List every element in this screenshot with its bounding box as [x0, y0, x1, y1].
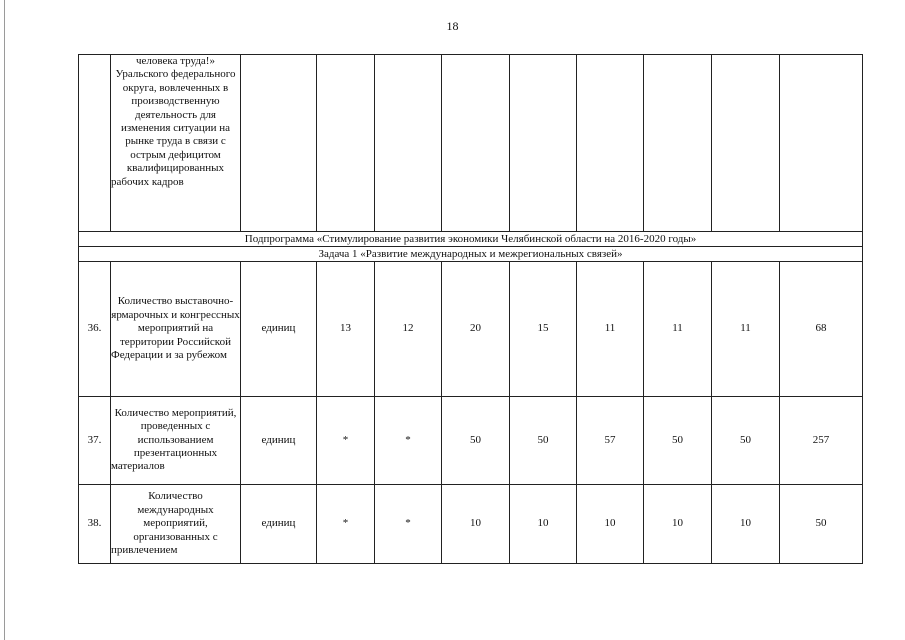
- indicator-name-cell: Количество мероприятий, проведенных с использованием презентационных материалов: [111, 396, 241, 484]
- unit-cell: единиц: [241, 262, 317, 396]
- row-number-cell: [79, 55, 111, 232]
- value-cell: 20: [442, 262, 510, 396]
- indicators-table: [78, 54, 863, 564]
- value-cell: 50: [644, 396, 712, 484]
- value-cell: [375, 55, 442, 232]
- value-cell: 12: [375, 262, 442, 396]
- row-number-cell: 36.: [79, 262, 111, 396]
- value-cell: [442, 55, 510, 232]
- value-cell: 50: [510, 396, 577, 484]
- value-cell: 10: [442, 484, 510, 563]
- unit-cell: [241, 55, 317, 232]
- value-cell: 15: [510, 262, 577, 396]
- value-cell: 11: [577, 262, 644, 396]
- value-cell: [510, 55, 577, 232]
- table-row-continued: [79, 55, 863, 232]
- value-cell: [712, 55, 780, 232]
- row-number-cell: 37.: [79, 396, 111, 484]
- value-cell: 13: [317, 262, 375, 396]
- unit-cell: единиц: [241, 484, 317, 563]
- subprogram-title: Подпрограмма «Стимулирование развития экономики Челябинской области на 2016-2020 годы»: [79, 232, 863, 247]
- table-row: [79, 396, 863, 484]
- value-cell: *: [375, 396, 442, 484]
- value-cell: 11: [644, 262, 712, 396]
- row-number-cell: 38.: [79, 484, 111, 563]
- value-cell: *: [317, 396, 375, 484]
- value-cell: [317, 55, 375, 232]
- indicator-name-cell: человека труда!» Уральского федерального округа, вовлеченных в производственную деятельность для изменения ситуации на рынке труда в связи с острым дефицитом квалифицированных рабочих кадров: [111, 55, 241, 232]
- total-cell: 68: [780, 262, 863, 396]
- unit-cell: единиц: [241, 396, 317, 484]
- indicator-name-cell: Количество выставочно-ярмарочных и конгрессных мероприятий на территории Российской Федерации и за рубежом: [111, 262, 241, 396]
- value-cell: *: [317, 484, 375, 563]
- value-cell: [577, 55, 644, 232]
- value-cell: 10: [644, 484, 712, 563]
- total-cell: 257: [780, 396, 863, 484]
- value-cell: 10: [712, 484, 780, 563]
- value-cell: 10: [577, 484, 644, 563]
- value-cell: 50: [442, 396, 510, 484]
- value-cell: [644, 55, 712, 232]
- total-cell: [780, 55, 863, 232]
- table-row: [79, 484, 863, 563]
- subprogram-row: [79, 232, 863, 247]
- task-row: [79, 247, 863, 262]
- task-title: Задача 1 «Развитие международных и межрегиональных связей»: [79, 247, 863, 262]
- table-row: [79, 262, 863, 396]
- value-cell: 50: [712, 396, 780, 484]
- value-cell: *: [375, 484, 442, 563]
- page-number: 18: [446, 19, 459, 33]
- indicator-name-cell: Количество международных мероприятий, организованных с привлечением: [111, 484, 241, 563]
- value-cell: 57: [577, 396, 644, 484]
- total-cell: 50: [780, 484, 863, 563]
- value-cell: 11: [712, 262, 780, 396]
- page-edge-line: [4, 0, 5, 640]
- value-cell: 10: [510, 484, 577, 563]
